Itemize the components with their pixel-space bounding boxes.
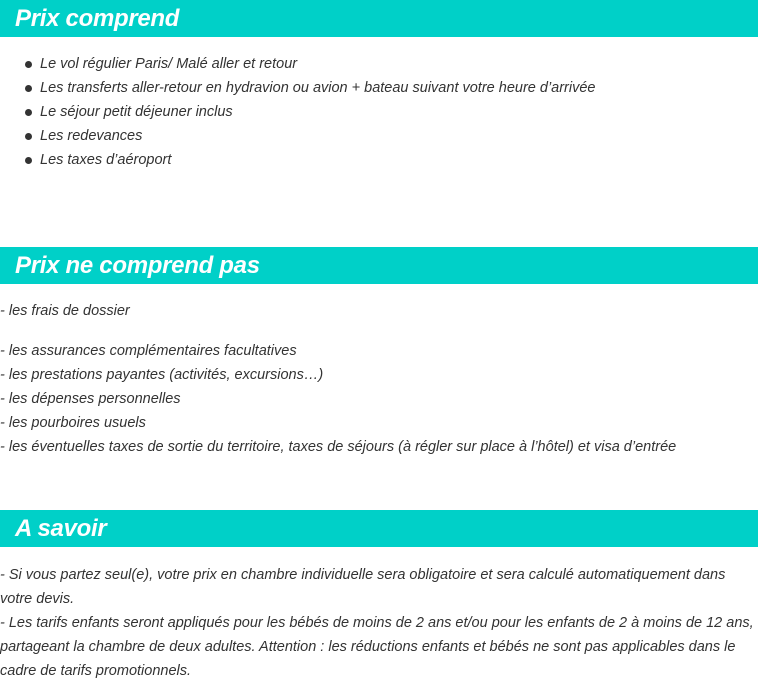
list-item <box>0 76 595 100</box>
list-item: - les prestations payantes (activités, excursions…) <box>0 367 324 383</box>
bullet-icon <box>25 133 32 140</box>
bullet-icon <box>25 109 32 116</box>
list-item: - les dépenses personnelles <box>0 391 181 407</box>
info-paragraph-single-room: - Si vous partez seul(e), votre prix en chambre individuelle sera obligatoire et sera calculé automatiquement dans votre devis. <box>0 567 726 607</box>
bullet-icon <box>25 61 32 68</box>
section-title-to-know: A savoir <box>0 510 758 547</box>
includes-list <box>0 52 595 172</box>
list-item <box>0 124 595 148</box>
list-item: - les éventuelles taxes de sortie du territoire, taxes de séjours (à régler sur place à l’hôtel) et visa d’entrée <box>0 439 677 455</box>
bullet-icon <box>25 85 32 92</box>
excludes-list <box>0 339 676 459</box>
list-item <box>0 52 595 76</box>
list-item: - les assurances complémentaires facultatives <box>0 343 297 359</box>
excludes-first-list <box>0 299 130 323</box>
list-item <box>0 100 595 124</box>
info-paragraph-child-rates: - Les tarifs enfants seront appliqués pour les bébés de moins de 2 ans et/ou pour les enfants de 2 à moins de 12 ans, partageant la chambre de deux adultes. Attention : les réductions enfants et bébés ne sont pas applicables dans le cadre de tarifs promotionnels. <box>0 615 754 679</box>
list-item: - les frais de dossier <box>0 303 130 319</box>
list-item-text: Le séjour petit déjeuner inclus <box>40 104 233 120</box>
list-item-text: Le vol régulier Paris/ Malé aller et retour <box>40 56 298 72</box>
list-item-text: Les redevances <box>40 128 143 144</box>
list-item-text: Les transferts aller-retour en hydravion ou avion + bateau suivant votre heure d’arrivée <box>40 80 596 96</box>
bullet-icon <box>25 157 32 164</box>
list-item <box>0 148 595 172</box>
section-title-includes: Prix comprend <box>0 0 758 37</box>
list-item-text: Les taxes d’aéroport <box>40 152 172 168</box>
list-item: - les pourboires usuels <box>0 415 146 431</box>
section-title-excludes: Prix ne comprend pas <box>0 247 758 284</box>
